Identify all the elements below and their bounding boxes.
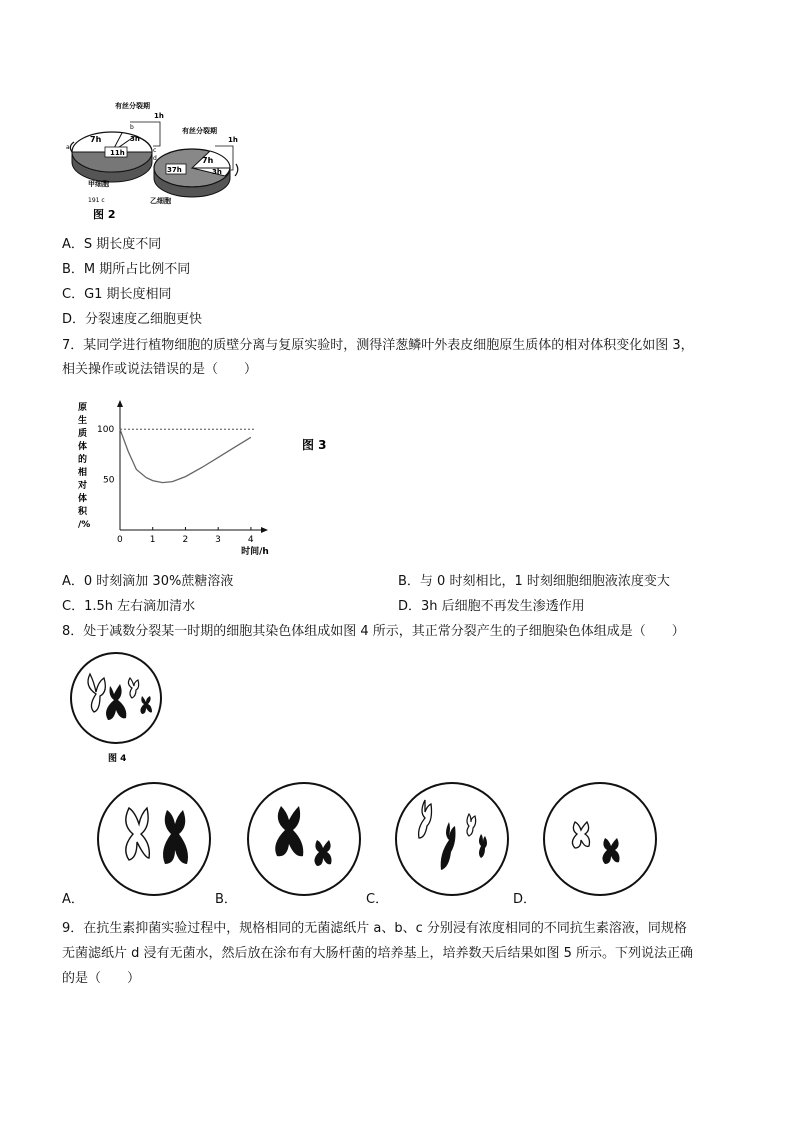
right-cell-label: 乙细胞 bbox=[150, 197, 171, 205]
figure-2-caption: 图 2 bbox=[93, 208, 116, 221]
q8-option-c-figure bbox=[393, 782, 511, 900]
figure-4-drawing bbox=[68, 648, 168, 768]
figure-2-drawing bbox=[60, 100, 310, 225]
y-axis-label-char: 原 bbox=[78, 403, 88, 413]
q8-option-d-label: D． bbox=[513, 892, 537, 907]
q7-option-d: D．3h 后细胞不再发生渗透作用 bbox=[398, 599, 585, 614]
left-m-label: 1h bbox=[154, 112, 164, 120]
x-tick-label: 2 bbox=[182, 535, 189, 545]
y-axis-label-char: 对 bbox=[78, 481, 88, 491]
y-tick-label: 100 bbox=[97, 425, 115, 436]
q8-option-d-figure bbox=[541, 782, 659, 900]
left-s-label: 3h bbox=[130, 135, 140, 143]
left-cell-label: 甲细胞 bbox=[88, 180, 109, 188]
tiny-text: 191 c bbox=[88, 197, 105, 204]
figure-3-svg bbox=[72, 398, 342, 558]
y-axis-arrow bbox=[117, 400, 123, 407]
left-d-label: d bbox=[153, 155, 157, 162]
q6-option-b: B．M 期所占比例不同 bbox=[62, 262, 191, 277]
q9-stem-line1: 9．在抗生素抑菌实验过程中，规格相同的无菌滤纸片 a、b、c 分别浸有浓度相同的不同抗生素溶液，同规格 bbox=[62, 921, 687, 936]
volume-curve bbox=[120, 429, 251, 482]
q8-option-d-svg bbox=[541, 782, 659, 900]
y-axis-label-char: 的 bbox=[78, 455, 88, 465]
right-s-label: 3h bbox=[212, 168, 222, 176]
q8-option-b-svg bbox=[245, 782, 363, 900]
q7-option-c: C．1.5h 左右滴加清水 bbox=[62, 599, 196, 614]
x-tick-label: 4 bbox=[247, 535, 254, 545]
q6-option-c: C．G1 期长度相同 bbox=[62, 287, 172, 302]
figure-3-caption: 图 3 bbox=[302, 438, 327, 452]
left-g2-label: 11h bbox=[110, 149, 125, 157]
q7-stem-line2: 相关操作或说法错误的是（ ） bbox=[62, 362, 258, 377]
q9-stem-line2: 无菌滤纸片 d 浸有无菌水，然后放在涂布有大肠杆菌的培养基上，培养数天后结果如图 5 所示。下列说法正确 bbox=[62, 946, 694, 961]
y-axis-label-char: 相 bbox=[78, 468, 88, 478]
figure-2 bbox=[60, 100, 310, 225]
q8-option-a-figure bbox=[95, 780, 213, 898]
y-axis-label-char: 积 bbox=[78, 507, 88, 517]
y-axis-label-char: /% bbox=[78, 520, 91, 530]
q8-option-b-figure bbox=[245, 782, 363, 900]
q8-option-a-svg bbox=[95, 780, 213, 898]
left-g1-label: 7h bbox=[90, 135, 102, 144]
left-title: 有丝分裂期 bbox=[115, 102, 150, 110]
figure-4 bbox=[68, 648, 168, 768]
q8-stem: 8．处于减数分裂某一时期的细胞其染色体组成如图 4 所示，其正常分裂产生的子细胞染色体组成是（ ） bbox=[62, 624, 685, 639]
y-axis-label-char: 生 bbox=[78, 416, 88, 426]
x-axis-label: 时间/h bbox=[241, 547, 269, 557]
y-axis-label-char: 质 bbox=[78, 429, 88, 439]
left-c-label: c bbox=[153, 147, 157, 154]
y-axis-label bbox=[77, 401, 90, 530]
q8-option-c-svg bbox=[393, 782, 511, 900]
q8-option-c-label: C． bbox=[366, 892, 389, 907]
figure-4-caption: 图 4 bbox=[108, 754, 127, 764]
left-a-label: a bbox=[66, 144, 70, 151]
figure-3-chart bbox=[72, 398, 342, 558]
x-tick-label: 1 bbox=[149, 535, 156, 545]
y-axis-label-char: 体 bbox=[78, 494, 88, 504]
x-tick-label: 3 bbox=[215, 535, 221, 545]
q7-option-b: B．与 0 时刻相比，1 时刻细胞细胞液浓度变大 bbox=[398, 574, 670, 589]
q6-option-a: A．S 期长度不同 bbox=[62, 237, 162, 252]
q8-option-a-label: A． bbox=[62, 892, 84, 907]
q7-stem-line1: 7．某同学进行植物细胞的质壁分离与复原实验时，测得洋葱鳞叶外表皮细胞原生质体的相对体积变化如图 3， bbox=[62, 338, 694, 353]
x-tick-label: 0 bbox=[117, 535, 123, 545]
y-axis-label-char: 体 bbox=[78, 442, 88, 452]
right-g1-label: 7h bbox=[202, 156, 214, 165]
left-b-label: b bbox=[130, 124, 134, 131]
q9-stem-line3: 的是（ ） bbox=[62, 971, 141, 986]
q8-option-b-label: B． bbox=[215, 892, 237, 907]
right-m-label: 1h bbox=[228, 136, 238, 144]
right-g2-label: 37h bbox=[167, 166, 182, 174]
q6-option-d: D．分裂速度乙细胞更快 bbox=[62, 312, 203, 327]
x-axis-arrow bbox=[261, 527, 268, 533]
right-title: 有丝分裂期 bbox=[182, 127, 217, 135]
y-tick-label: 50 bbox=[103, 475, 115, 486]
q7-option-a: A．0 时刻滴加 30%蔗糖溶液 bbox=[62, 574, 234, 589]
